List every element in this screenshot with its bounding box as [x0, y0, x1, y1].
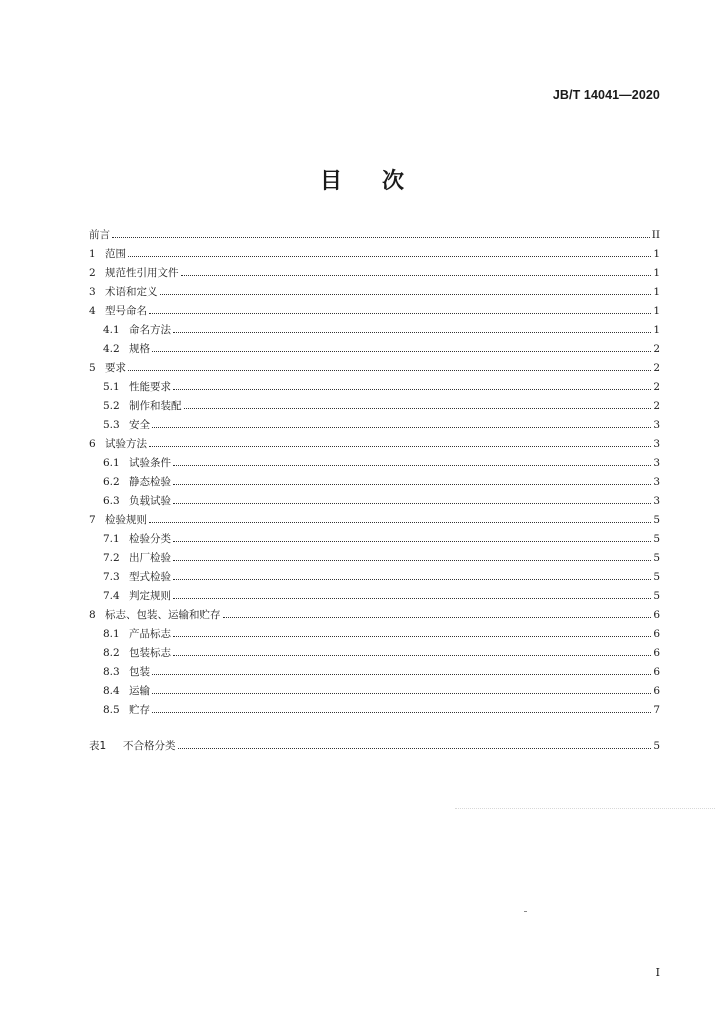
toc-entry-number: 3	[89, 286, 96, 298]
toc-subentry[interactable]	[89, 341, 660, 360]
toc-entry-label: 静态检验	[129, 476, 171, 488]
toc-entry-page: 6	[653, 647, 660, 659]
toc-entry[interactable]	[89, 246, 660, 265]
dot-leader	[173, 465, 651, 466]
toc-entry-page: 6	[653, 666, 660, 678]
toc-entry[interactable]	[89, 303, 660, 322]
toc-entry-number: 5	[89, 362, 96, 374]
toc-entry-label: 型号命名	[105, 305, 147, 317]
toc-entry[interactable]	[89, 227, 660, 246]
dot-leader	[160, 294, 652, 295]
dot-leader	[112, 237, 650, 238]
dot-leader	[173, 598, 651, 599]
table-of-contents	[89, 227, 660, 757]
toc-entry-label: 试验条件	[129, 457, 171, 469]
toc-entry-label: 判定规则	[129, 590, 171, 602]
toc-entry-label: 出厂检验	[129, 552, 171, 564]
dot-leader	[173, 332, 651, 333]
toc-entry[interactable]	[89, 360, 660, 379]
toc-entry-page: 5	[653, 533, 660, 545]
scan-artifact	[524, 911, 527, 912]
toc-entry-label: 制作和装配	[129, 400, 182, 412]
toc-subentry[interactable]	[89, 702, 660, 721]
toc-entry-label: 范围	[105, 248, 126, 260]
title-char-2: 次	[382, 169, 405, 194]
toc-entry-number: 5.2	[103, 400, 120, 412]
toc-entry-page: 1	[653, 324, 660, 336]
dot-leader	[173, 560, 651, 561]
toc-entry-page: 5	[653, 514, 660, 526]
toc-entry-label: 前言	[89, 229, 110, 241]
toc-entry-page: 5	[653, 590, 660, 602]
toc-entry-page: 6	[653, 628, 660, 640]
dot-leader	[173, 636, 651, 637]
dot-leader	[173, 579, 651, 580]
toc-entry-number: 7.4	[103, 590, 120, 602]
toc-entry-number: 8.4	[103, 685, 120, 697]
toc-entry-number: 5.1	[103, 381, 120, 393]
dot-leader	[173, 541, 651, 542]
dot-leader	[173, 655, 651, 656]
toc-entry-label: 检验分类	[129, 533, 171, 545]
dot-leader	[149, 522, 651, 523]
dot-leader	[173, 503, 651, 504]
table-entry-page: 5	[653, 740, 660, 752]
dot-leader	[178, 748, 652, 749]
toc-subentry[interactable]	[89, 588, 660, 607]
toc-entry-page: 2	[653, 400, 660, 412]
toc-entry-label: 规格	[129, 343, 150, 355]
toc-entry-page: 3	[653, 457, 660, 469]
dot-leader	[152, 674, 651, 675]
toc-entry-page: 2	[653, 381, 660, 393]
toc-entry[interactable]	[89, 436, 660, 455]
toc-entry-number: 7.3	[103, 571, 120, 583]
toc-entry-label: 标志、包装、运输和贮存	[105, 609, 221, 621]
toc-entry[interactable]	[89, 512, 660, 531]
toc-entry-page: 7	[653, 704, 660, 716]
toc-entry-label: 产品标志	[129, 628, 171, 640]
toc-entry-page: 5	[653, 552, 660, 564]
page-number: I	[655, 966, 660, 979]
toc-entry-page: 3	[653, 476, 660, 488]
toc-entry-number: 8.2	[103, 647, 120, 659]
toc-entry-page: II	[651, 229, 660, 241]
toc-subentry[interactable]	[89, 379, 660, 398]
toc-entry-number: 7.2	[103, 552, 120, 564]
dot-leader	[149, 313, 651, 314]
toc-entry-number: 7	[89, 514, 96, 526]
toc-entry-page: 1	[653, 286, 660, 298]
toc-subentry[interactable]	[89, 626, 660, 645]
dot-leader	[152, 427, 651, 428]
toc-entry-page: 2	[653, 343, 660, 355]
dot-leader	[152, 351, 651, 352]
toc-entry-page: 3	[653, 438, 660, 450]
toc-entry[interactable]	[89, 607, 660, 626]
dot-leader	[173, 389, 651, 390]
toc-subentry[interactable]	[89, 569, 660, 588]
toc-entry[interactable]	[89, 284, 660, 303]
toc-entry-page: 5	[653, 571, 660, 583]
toc-entry-number: 8	[89, 609, 96, 621]
toc-entry-label: 贮存	[129, 704, 150, 716]
toc-entry-number: 8.1	[103, 628, 120, 640]
toc-entry-label: 命名方法	[129, 324, 171, 336]
toc-entry-page: 1	[653, 248, 660, 260]
dot-leader	[223, 617, 652, 618]
dot-leader	[181, 275, 652, 276]
dot-leader	[173, 484, 651, 485]
toc-entry-page: 6	[653, 609, 660, 621]
toc-subentry[interactable]	[89, 531, 660, 550]
toc-entry-page: 3	[653, 419, 660, 431]
toc-entry-label: 运输	[129, 685, 150, 697]
toc-entry-number: 6.2	[103, 476, 120, 488]
toc-entry-label: 规范性引用文件	[105, 267, 179, 279]
toc-entry-number: 1	[89, 248, 96, 260]
toc-subentry[interactable]	[89, 683, 660, 702]
dot-leader	[184, 408, 652, 409]
toc-entry-label: 试验方法	[105, 438, 147, 450]
toc-entry-number: 6.1	[103, 457, 120, 469]
toc-entry-label: 包装标志	[129, 647, 171, 659]
dot-leader	[128, 370, 651, 371]
toc-entry-label: 要求	[105, 362, 126, 374]
toc-entry-label: 安全	[129, 419, 150, 431]
toc-subentry[interactable]	[89, 550, 660, 569]
toc-entry-label: 性能要求	[129, 381, 171, 393]
toc-entry-number: 8.3	[103, 666, 120, 678]
toc-subentry[interactable]	[89, 645, 660, 664]
toc-entry-number: 4	[89, 305, 96, 317]
scan-artifact	[455, 804, 715, 809]
toc-entry-number: 6	[89, 438, 96, 450]
toc-entry-label: 检验规则	[105, 514, 147, 526]
toc-entry-number: 2	[89, 267, 96, 279]
dot-leader	[128, 256, 651, 257]
toc-subentry[interactable]	[89, 398, 660, 417]
toc-entry[interactable]	[89, 265, 660, 284]
table-entry-number: 表1	[89, 740, 107, 752]
toc-entry-page: 1	[653, 305, 660, 317]
toc-entry-number: 4.2	[103, 343, 120, 355]
toc-entry-number: 8.5	[103, 704, 120, 716]
title-char-1: 目	[319, 169, 342, 194]
dot-leader	[149, 446, 651, 447]
toc-entry-label: 包装	[129, 666, 150, 678]
toc-entry-page: 1	[653, 267, 660, 279]
toc-entry-number: 4.1	[103, 324, 120, 336]
toc-subentry[interactable]	[89, 455, 660, 474]
dot-leader	[152, 693, 651, 694]
standard-code: JB/T 14041—2020	[552, 88, 660, 102]
table-entry-label: 不合格分类	[123, 740, 176, 752]
toc-subentry[interactable]	[89, 664, 660, 683]
toc-subentry[interactable]	[89, 417, 660, 436]
toc-subentry[interactable]	[89, 493, 660, 512]
table-list-entry[interactable]	[89, 738, 660, 757]
toc-entry-label: 型式检验	[129, 571, 171, 583]
toc-entry-label: 术语和定义	[105, 286, 158, 298]
dot-leader	[152, 712, 651, 713]
page-title	[0, 164, 724, 195]
toc-entry-number: 5.3	[103, 419, 120, 431]
toc-entry-page: 6	[653, 685, 660, 697]
toc-entry-page: 2	[653, 362, 660, 374]
toc-entry-page: 3	[653, 495, 660, 507]
toc-entry-label: 负载试验	[129, 495, 171, 507]
toc-subentry[interactable]	[89, 322, 660, 341]
toc-subentry[interactable]	[89, 474, 660, 493]
toc-entry-number: 6.3	[103, 495, 120, 507]
toc-entry-number: 7.1	[103, 533, 120, 545]
